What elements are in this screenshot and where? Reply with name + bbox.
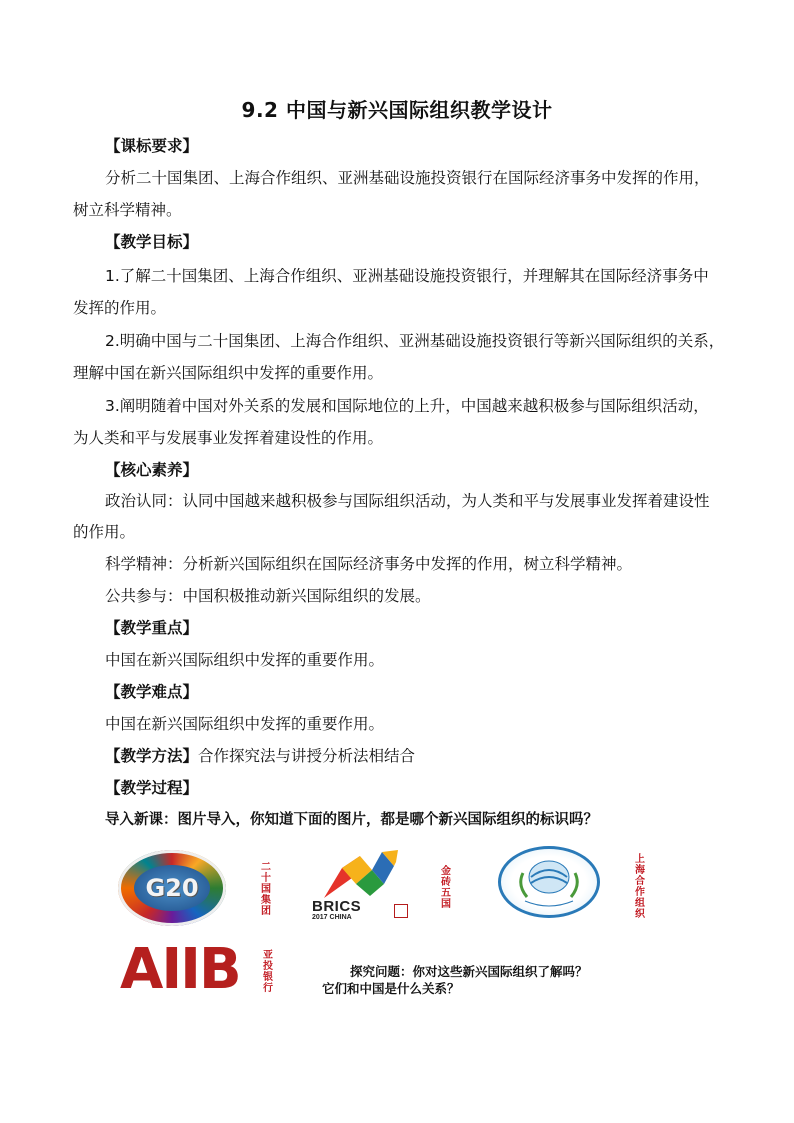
sco-logo xyxy=(498,846,600,918)
section-heading-fangfa: 【教学方法】 xyxy=(105,747,199,765)
teaching-method-line xyxy=(105,746,415,766)
section-heading-mubiao: 【教学目标】 xyxy=(105,233,199,251)
g20-logo-text: G20 xyxy=(145,874,199,902)
teaching-method-text: 合作探究法与讲授分析法相结合 xyxy=(198,747,416,765)
aiib-caption: 亚投银行 xyxy=(263,950,273,994)
paragraph-line: 公共参与：中国积极推动新兴国际组织的发展。 xyxy=(105,587,431,605)
paragraph-line: 政治认同：认同中国越来越积极参与国际组织活动，为人类和平与发展事业发挥着建设性 xyxy=(105,492,710,510)
intro-line: 导入新课：图片导入，你知道下面的图片，都是哪个新兴国际组织的标识吗？ xyxy=(105,812,598,828)
g20-logo xyxy=(118,850,226,926)
seal-icon xyxy=(394,904,408,918)
section-heading-guocheng: 【教学过程】 xyxy=(105,779,199,797)
sco-caption: 上海合作组织 xyxy=(635,854,645,920)
page-title: 9.2 中国与新兴国际组织教学设计 xyxy=(241,98,553,122)
g20-caption: 二十国集团 xyxy=(261,862,271,917)
section-heading-kebiao: 【课标要求】 xyxy=(105,137,199,155)
brics-emblem-icon xyxy=(312,848,410,900)
section-heading-suyang: 【核心素养】 xyxy=(105,461,199,479)
paragraph-line: 的作用。 xyxy=(73,523,136,541)
paragraph-line: 2.明确中国与二十国集团、上海合作组织、亚洲基础设施投资银行等新兴国际组织的关系， xyxy=(105,332,725,350)
section-heading-nandian: 【教学难点】 xyxy=(105,683,199,701)
brics-logo-subtext: 2017 CHINA xyxy=(312,914,352,921)
paragraph-line: 发挥的作用。 xyxy=(73,299,167,317)
brics-logo xyxy=(312,848,410,920)
sco-emblem-icon xyxy=(501,849,597,915)
inquiry-question-line-1: 探究问题：你对这些新兴国际组织了解吗？ xyxy=(350,964,588,979)
paragraph-line: 1.了解二十国集团、上海合作组织、亚洲基础设施投资银行，并理解其在国际经济事务中 xyxy=(105,267,709,285)
aiib-logo-text: AIIB xyxy=(120,937,240,1002)
section-heading-zhongdian: 【教学重点】 xyxy=(105,619,199,637)
paragraph-line: 中国在新兴国际组织中发挥的重要作用。 xyxy=(105,651,385,669)
paragraph-line: 中国在新兴国际组织中发挥的重要作用。 xyxy=(105,715,385,733)
brics-logo-text: BRICS xyxy=(312,898,362,915)
inquiry-question-line-2: 它们和中国是什么关系？ xyxy=(322,981,460,996)
paragraph-line: 为人类和平与发展事业发挥着建设性的作用。 xyxy=(73,429,384,447)
paragraph-line: 树立科学精神。 xyxy=(73,201,182,219)
brics-caption: 金砖五国 xyxy=(441,866,451,910)
paragraph-line: 分析二十国集团、上海合作组织、亚洲基础设施投资银行在国际经济事务中发挥的作用， xyxy=(105,169,710,187)
paragraph-line: 3.阐明随着中国对外关系的发展和国际地位的上升，中国越来越积极参与国际组织活动， xyxy=(105,397,709,415)
paragraph-line: 科学精神：分析新兴国际组织在国际经济事务中发挥的作用，树立科学精神。 xyxy=(105,555,633,573)
paragraph-line: 理解中国在新兴国际组织中发挥的重要作用。 xyxy=(73,364,384,382)
aiib-logo xyxy=(120,937,240,1002)
